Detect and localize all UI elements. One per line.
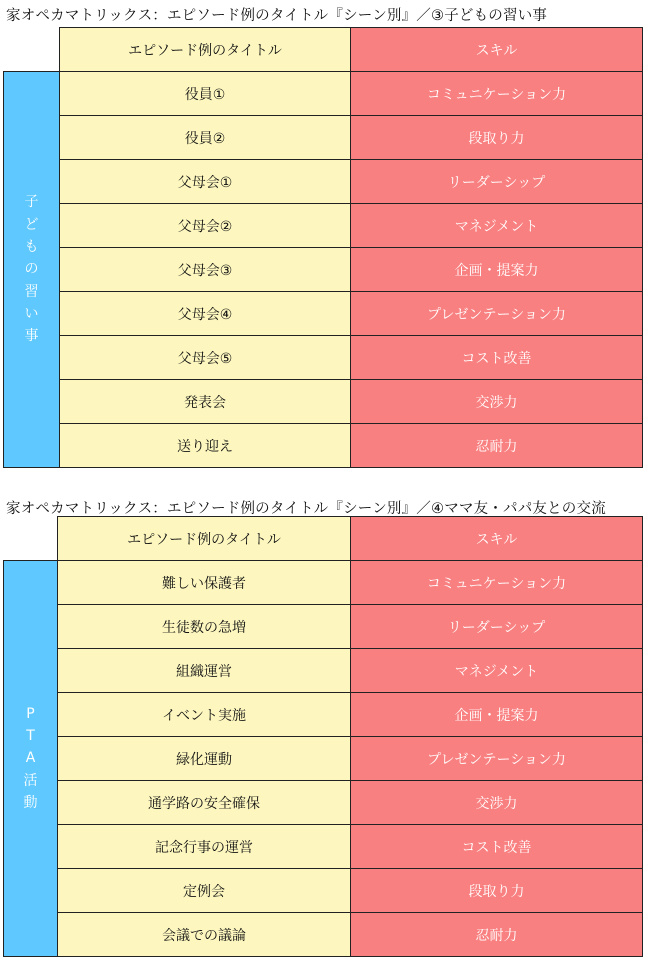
skill-cell: 企画・提案力 [351, 248, 643, 292]
table-row [4, 913, 643, 957]
skill-cell: リーダーシップ [351, 160, 643, 204]
skill-cell: 交渉力 [351, 380, 643, 424]
episode-cell: 役員① [60, 72, 351, 116]
episode-cell: 難しい保護者 [58, 561, 351, 605]
skill-cell: 交渉力 [351, 781, 643, 825]
skill-cell: 忍耐力 [351, 424, 643, 468]
table-header-row [4, 28, 643, 72]
side-label-2: P T A 活 動 [4, 561, 58, 957]
table-header-row [4, 517, 643, 561]
table-row [4, 869, 643, 913]
header-episode: エピソード例のタイトル [58, 517, 351, 561]
table-row [4, 380, 643, 424]
table-row [4, 292, 643, 336]
table-row [4, 605, 643, 649]
skill-cell: コミュニケーション力 [351, 561, 643, 605]
table-row [4, 781, 643, 825]
skill-cell: プレゼンテーション力 [351, 737, 643, 781]
table-row [4, 693, 643, 737]
episode-cell: 緑化運動 [58, 737, 351, 781]
episode-cell: 定例会 [58, 869, 351, 913]
matrix-table-1 [3, 27, 643, 468]
episode-cell: 父母会③ [60, 248, 351, 292]
episode-cell: 発表会 [60, 380, 351, 424]
side-label-1: 子 ど も の 習 い 事 [4, 72, 60, 468]
skill-cell: コスト改善 [351, 825, 643, 869]
header-blank-cell [4, 517, 58, 561]
skill-cell: 段取り力 [351, 869, 643, 913]
skill-cell: コミュニケーション力 [351, 72, 643, 116]
episode-cell: 父母会⑤ [60, 336, 351, 380]
table-row [4, 116, 643, 160]
skill-cell: リーダーシップ [351, 605, 643, 649]
table-row [4, 424, 643, 468]
header-blank-cell [4, 28, 60, 72]
episode-cell: イベント実施 [58, 693, 351, 737]
episode-cell: 会議での議論 [58, 913, 351, 957]
table-row [4, 248, 643, 292]
matrix-table-2 [3, 516, 643, 957]
episode-cell: 役員② [60, 116, 351, 160]
table-row [4, 561, 643, 605]
section1-title: 家オペカマトリックス：エピソード例のタイトル『シーン別』／③子どもの習い事 [6, 8, 548, 24]
episode-cell: 送り迎え [60, 424, 351, 468]
table-row [4, 649, 643, 693]
table-row [4, 825, 643, 869]
skill-cell: 忍耐力 [351, 913, 643, 957]
skill-cell: コスト改善 [351, 336, 643, 380]
skill-cell: マネジメント [351, 649, 643, 693]
skill-cell: 企画・提案力 [351, 693, 643, 737]
table-row [4, 72, 643, 116]
episode-cell: 組織運営 [58, 649, 351, 693]
skill-cell: 段取り力 [351, 116, 643, 160]
table-row [4, 204, 643, 248]
episode-cell: 父母会② [60, 204, 351, 248]
section2-title: 家オペカマトリックス：エピソード例のタイトル『シーン別』／④ママ友・パパ友との交流 [6, 501, 606, 517]
header-skill: スキル [351, 28, 643, 72]
header-episode: エピソード例のタイトル [60, 28, 351, 72]
episode-cell: 生徒数の急増 [58, 605, 351, 649]
episode-cell: 通学路の安全確保 [58, 781, 351, 825]
header-skill: スキル [351, 517, 643, 561]
table-row [4, 737, 643, 781]
skill-cell: マネジメント [351, 204, 643, 248]
episode-cell: 記念行事の運営 [58, 825, 351, 869]
table-row [4, 336, 643, 380]
skill-cell: プレゼンテーション力 [351, 292, 643, 336]
table-row [4, 160, 643, 204]
episode-cell: 父母会④ [60, 292, 351, 336]
episode-cell: 父母会① [60, 160, 351, 204]
